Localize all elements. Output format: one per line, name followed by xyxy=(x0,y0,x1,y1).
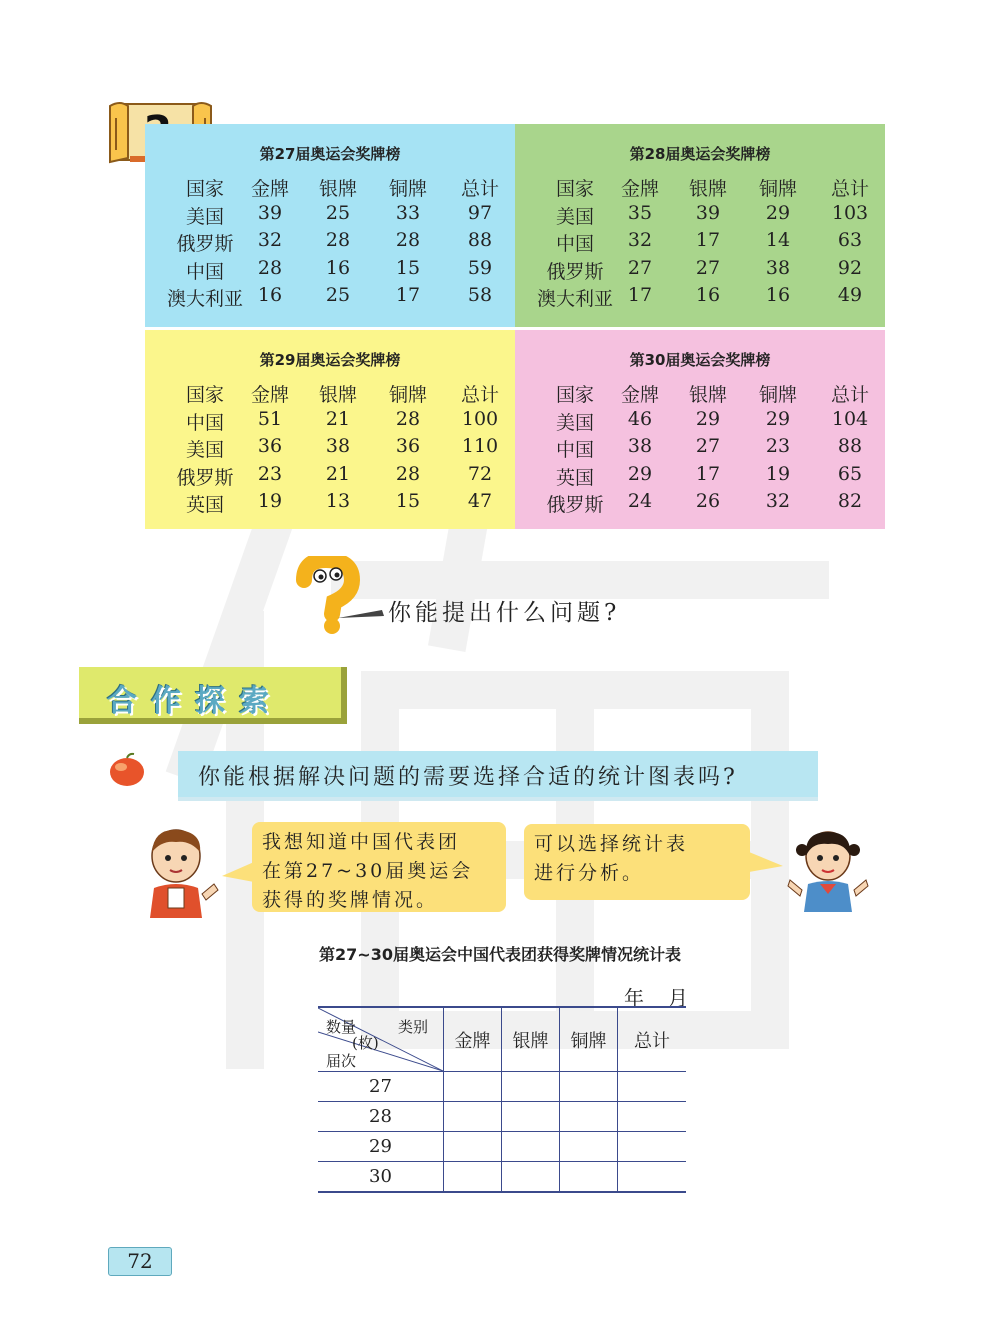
boy-speech-line: 我想知道中国代表团 xyxy=(262,831,461,853)
column-header: 铜牌 xyxy=(758,178,797,200)
medal-count: 97 xyxy=(467,201,493,224)
section-title: 合作探索 xyxy=(107,684,283,719)
medal-count: 15 xyxy=(395,490,421,512)
table-cell xyxy=(618,1162,687,1193)
column-header: 国家 xyxy=(185,384,224,406)
medal-count: 27 xyxy=(627,256,653,279)
column-header: 国家 xyxy=(555,178,594,200)
table-cell xyxy=(560,1102,618,1132)
row-label: 29 xyxy=(318,1132,444,1162)
medal-count: 24 xyxy=(627,490,653,512)
medal-count: 27 xyxy=(695,435,721,457)
column-header: 金牌 xyxy=(620,178,659,200)
apple-bullet-icon xyxy=(107,752,147,788)
medal-count: 17 xyxy=(695,229,721,251)
medal-count: 16 xyxy=(765,284,791,306)
medal-count: 35 xyxy=(627,201,653,224)
table-cell xyxy=(444,1162,502,1193)
medal-count: 104 xyxy=(831,407,869,430)
panel-header-row xyxy=(515,174,885,201)
table-row xyxy=(515,229,885,256)
country-name: 美国 xyxy=(555,411,594,434)
corner-category: 类别 xyxy=(398,1018,429,1036)
table-header-row xyxy=(318,1007,686,1072)
medal-count: 28 xyxy=(395,462,421,485)
panel-title: 第30届奥运会奖牌榜 xyxy=(629,351,771,369)
table-row xyxy=(515,202,885,229)
medal-count: 36 xyxy=(395,435,421,457)
medal-count: 25 xyxy=(325,201,351,224)
table-cell xyxy=(502,1162,560,1193)
column-header: 总计 xyxy=(830,178,869,200)
medal-count: 13 xyxy=(325,490,351,512)
medal-count: 21 xyxy=(325,462,351,485)
column-header: 总计 xyxy=(460,178,499,200)
table-cell xyxy=(502,1072,560,1102)
medal-count: 58 xyxy=(467,284,493,306)
medal-count: 32 xyxy=(627,229,653,251)
table-row xyxy=(145,257,515,284)
medal-count: 51 xyxy=(257,407,283,430)
corner-edition: 届次 xyxy=(326,1052,357,1070)
table-cell xyxy=(444,1102,502,1132)
medal-count: 100 xyxy=(461,407,499,430)
girl-speech-line: 可以选择统计表 xyxy=(534,833,689,855)
column-header: 银牌 xyxy=(688,178,727,200)
medal-count: 19 xyxy=(765,462,791,485)
country-name: 英国 xyxy=(185,494,224,516)
medal-count: 15 xyxy=(395,256,421,279)
panel-title: 第29届奥运会奖牌榜 xyxy=(259,351,401,369)
boy-character-icon xyxy=(140,826,220,918)
boy-speech-line: 在第27~30届奥运会 xyxy=(262,860,474,882)
table-row xyxy=(145,284,515,311)
country-name: 美国 xyxy=(555,205,594,228)
stat-table xyxy=(318,1006,686,1193)
medal-count: 59 xyxy=(467,256,493,279)
table-row xyxy=(318,1072,686,1102)
table-row xyxy=(145,490,515,517)
corner-unit: (枚) xyxy=(352,1034,379,1052)
table-row xyxy=(318,1162,686,1193)
row-label: 30 xyxy=(318,1162,444,1193)
medal-count: 32 xyxy=(257,229,283,251)
column-header: 银牌 xyxy=(318,384,357,406)
medal-count: 28 xyxy=(395,407,421,430)
country-name: 美国 xyxy=(185,205,224,228)
panel-header-row xyxy=(145,380,515,407)
column-header: 银牌 xyxy=(318,178,357,200)
table-row xyxy=(515,435,885,462)
table-cell xyxy=(618,1132,687,1162)
row-label: 28 xyxy=(318,1102,444,1132)
country-name: 中国 xyxy=(185,411,224,434)
column-header: 国家 xyxy=(185,178,224,200)
section-banner xyxy=(79,667,347,724)
medal-count: 28 xyxy=(257,256,283,279)
speech-tail-icon xyxy=(749,850,783,874)
medal-table-27 xyxy=(145,124,515,327)
column-header: 银牌 xyxy=(502,1007,560,1072)
column-header: 国家 xyxy=(555,384,594,406)
country-name: 中国 xyxy=(555,439,594,461)
panel-header-row xyxy=(145,174,515,201)
column-header: 铜牌 xyxy=(388,178,427,200)
table-cell xyxy=(618,1072,687,1102)
medal-table-29 xyxy=(145,330,515,529)
medal-count: 28 xyxy=(395,229,421,251)
date-label: 年月 xyxy=(624,986,712,1010)
medal-count: 19 xyxy=(257,490,283,512)
boy-speech-line: 获得的奖牌情况。 xyxy=(262,889,439,911)
medal-count: 72 xyxy=(467,462,493,485)
question-mark-mascot-icon xyxy=(290,556,390,636)
country-name: 俄罗斯 xyxy=(176,233,234,255)
country-name: 俄罗斯 xyxy=(546,260,604,283)
medal-count: 88 xyxy=(837,435,863,457)
medal-count: 29 xyxy=(627,462,653,485)
medal-count: 39 xyxy=(257,201,283,224)
table-cell xyxy=(502,1132,560,1162)
column-header: 总计 xyxy=(830,384,869,406)
panel-title: 第27届奥运会奖牌榜 xyxy=(259,145,401,163)
medal-count: 28 xyxy=(325,229,351,251)
country-name: 澳大利亚 xyxy=(536,288,613,310)
medal-count: 88 xyxy=(467,229,493,251)
table-cell xyxy=(618,1102,687,1132)
stat-table-title: 第27~30届奥运会中国代表团获得奖牌情况统计表 xyxy=(319,945,681,964)
medal-count: 92 xyxy=(837,256,863,279)
medal-count: 47 xyxy=(467,490,493,512)
table-cell xyxy=(444,1072,502,1102)
medal-count: 39 xyxy=(695,201,721,224)
table-row xyxy=(318,1102,686,1132)
medal-count: 33 xyxy=(395,201,421,224)
medal-count: 17 xyxy=(695,462,721,485)
medal-count: 49 xyxy=(837,284,863,306)
medal-count: 65 xyxy=(837,462,863,485)
table-row xyxy=(515,284,885,311)
country-name: 中国 xyxy=(185,260,224,283)
column-header: 金牌 xyxy=(250,178,289,200)
table-cell xyxy=(560,1162,618,1193)
medal-count: 32 xyxy=(765,490,791,512)
table-cell xyxy=(444,1132,502,1162)
medal-count: 23 xyxy=(765,435,791,457)
table-row xyxy=(145,408,515,435)
panel-header-row xyxy=(515,380,885,407)
girl-speech-line: 进行分析。 xyxy=(534,862,645,884)
column-header: 总计 xyxy=(618,1007,687,1072)
table-row xyxy=(145,229,515,256)
panel-title: 第28届奥运会奖牌榜 xyxy=(629,145,771,163)
table-row xyxy=(515,490,885,517)
medal-count: 38 xyxy=(765,256,791,279)
page-number: 72 xyxy=(108,1247,172,1276)
table-row xyxy=(515,257,885,284)
table-row xyxy=(515,408,885,435)
medal-count: 14 xyxy=(765,229,791,251)
corner-quantity: 数量 xyxy=(326,1018,357,1036)
table-cell xyxy=(560,1072,618,1102)
column-header: 金牌 xyxy=(250,384,289,406)
column-header: 铜牌 xyxy=(560,1007,618,1072)
row-label: 27 xyxy=(318,1072,444,1102)
medal-count: 29 xyxy=(695,407,721,430)
speech-tail-icon xyxy=(222,860,254,884)
country-name: 中国 xyxy=(555,233,594,255)
column-header: 银牌 xyxy=(688,384,727,406)
medal-count: 23 xyxy=(257,462,283,485)
girl-speech-bubble xyxy=(524,824,750,900)
girl-character-icon xyxy=(786,826,870,912)
guiding-question: 你能根据解决问题的需要选择合适的统计图表吗? xyxy=(198,765,738,790)
medal-count: 16 xyxy=(325,256,351,279)
medal-count: 16 xyxy=(257,284,283,306)
country-name: 澳大利亚 xyxy=(166,288,243,310)
table-row xyxy=(145,435,515,462)
column-header: 总计 xyxy=(460,384,499,406)
column-header: 金牌 xyxy=(444,1007,502,1072)
medal-table-28 xyxy=(515,124,885,327)
table-row xyxy=(515,463,885,490)
medal-count: 38 xyxy=(325,435,351,457)
medal-count: 16 xyxy=(695,284,721,306)
medal-count: 29 xyxy=(765,407,791,430)
medal-count: 27 xyxy=(695,256,721,279)
question-prompt: 你能提出什么问题? xyxy=(388,600,621,626)
column-header: 铜牌 xyxy=(388,384,427,406)
medal-count: 110 xyxy=(461,435,499,457)
medal-count: 103 xyxy=(831,201,869,224)
table-corner-cell xyxy=(318,1007,444,1072)
boy-speech-bubble xyxy=(252,822,506,912)
column-header: 金牌 xyxy=(620,384,659,406)
medal-count: 25 xyxy=(325,284,351,306)
table-cell xyxy=(560,1132,618,1162)
table-cell xyxy=(502,1102,560,1132)
country-name: 美国 xyxy=(185,439,224,461)
table-row xyxy=(145,463,515,490)
column-header: 铜牌 xyxy=(758,384,797,406)
guiding-question-bar xyxy=(178,751,818,801)
country-name: 俄罗斯 xyxy=(546,494,604,516)
medal-count: 21 xyxy=(325,407,351,430)
medal-count: 46 xyxy=(627,407,653,430)
medal-count: 26 xyxy=(695,490,721,512)
medal-count: 63 xyxy=(837,229,863,251)
medal-count: 29 xyxy=(765,201,791,224)
table-row xyxy=(318,1132,686,1162)
country-name: 俄罗斯 xyxy=(176,466,234,489)
medal-count: 38 xyxy=(627,435,653,457)
table-row xyxy=(145,202,515,229)
medal-table-30 xyxy=(515,330,885,529)
medal-count: 82 xyxy=(837,490,863,512)
medal-count: 36 xyxy=(257,435,283,457)
medal-count: 17 xyxy=(395,284,421,306)
country-name: 英国 xyxy=(555,466,594,489)
medal-count: 17 xyxy=(627,284,653,306)
